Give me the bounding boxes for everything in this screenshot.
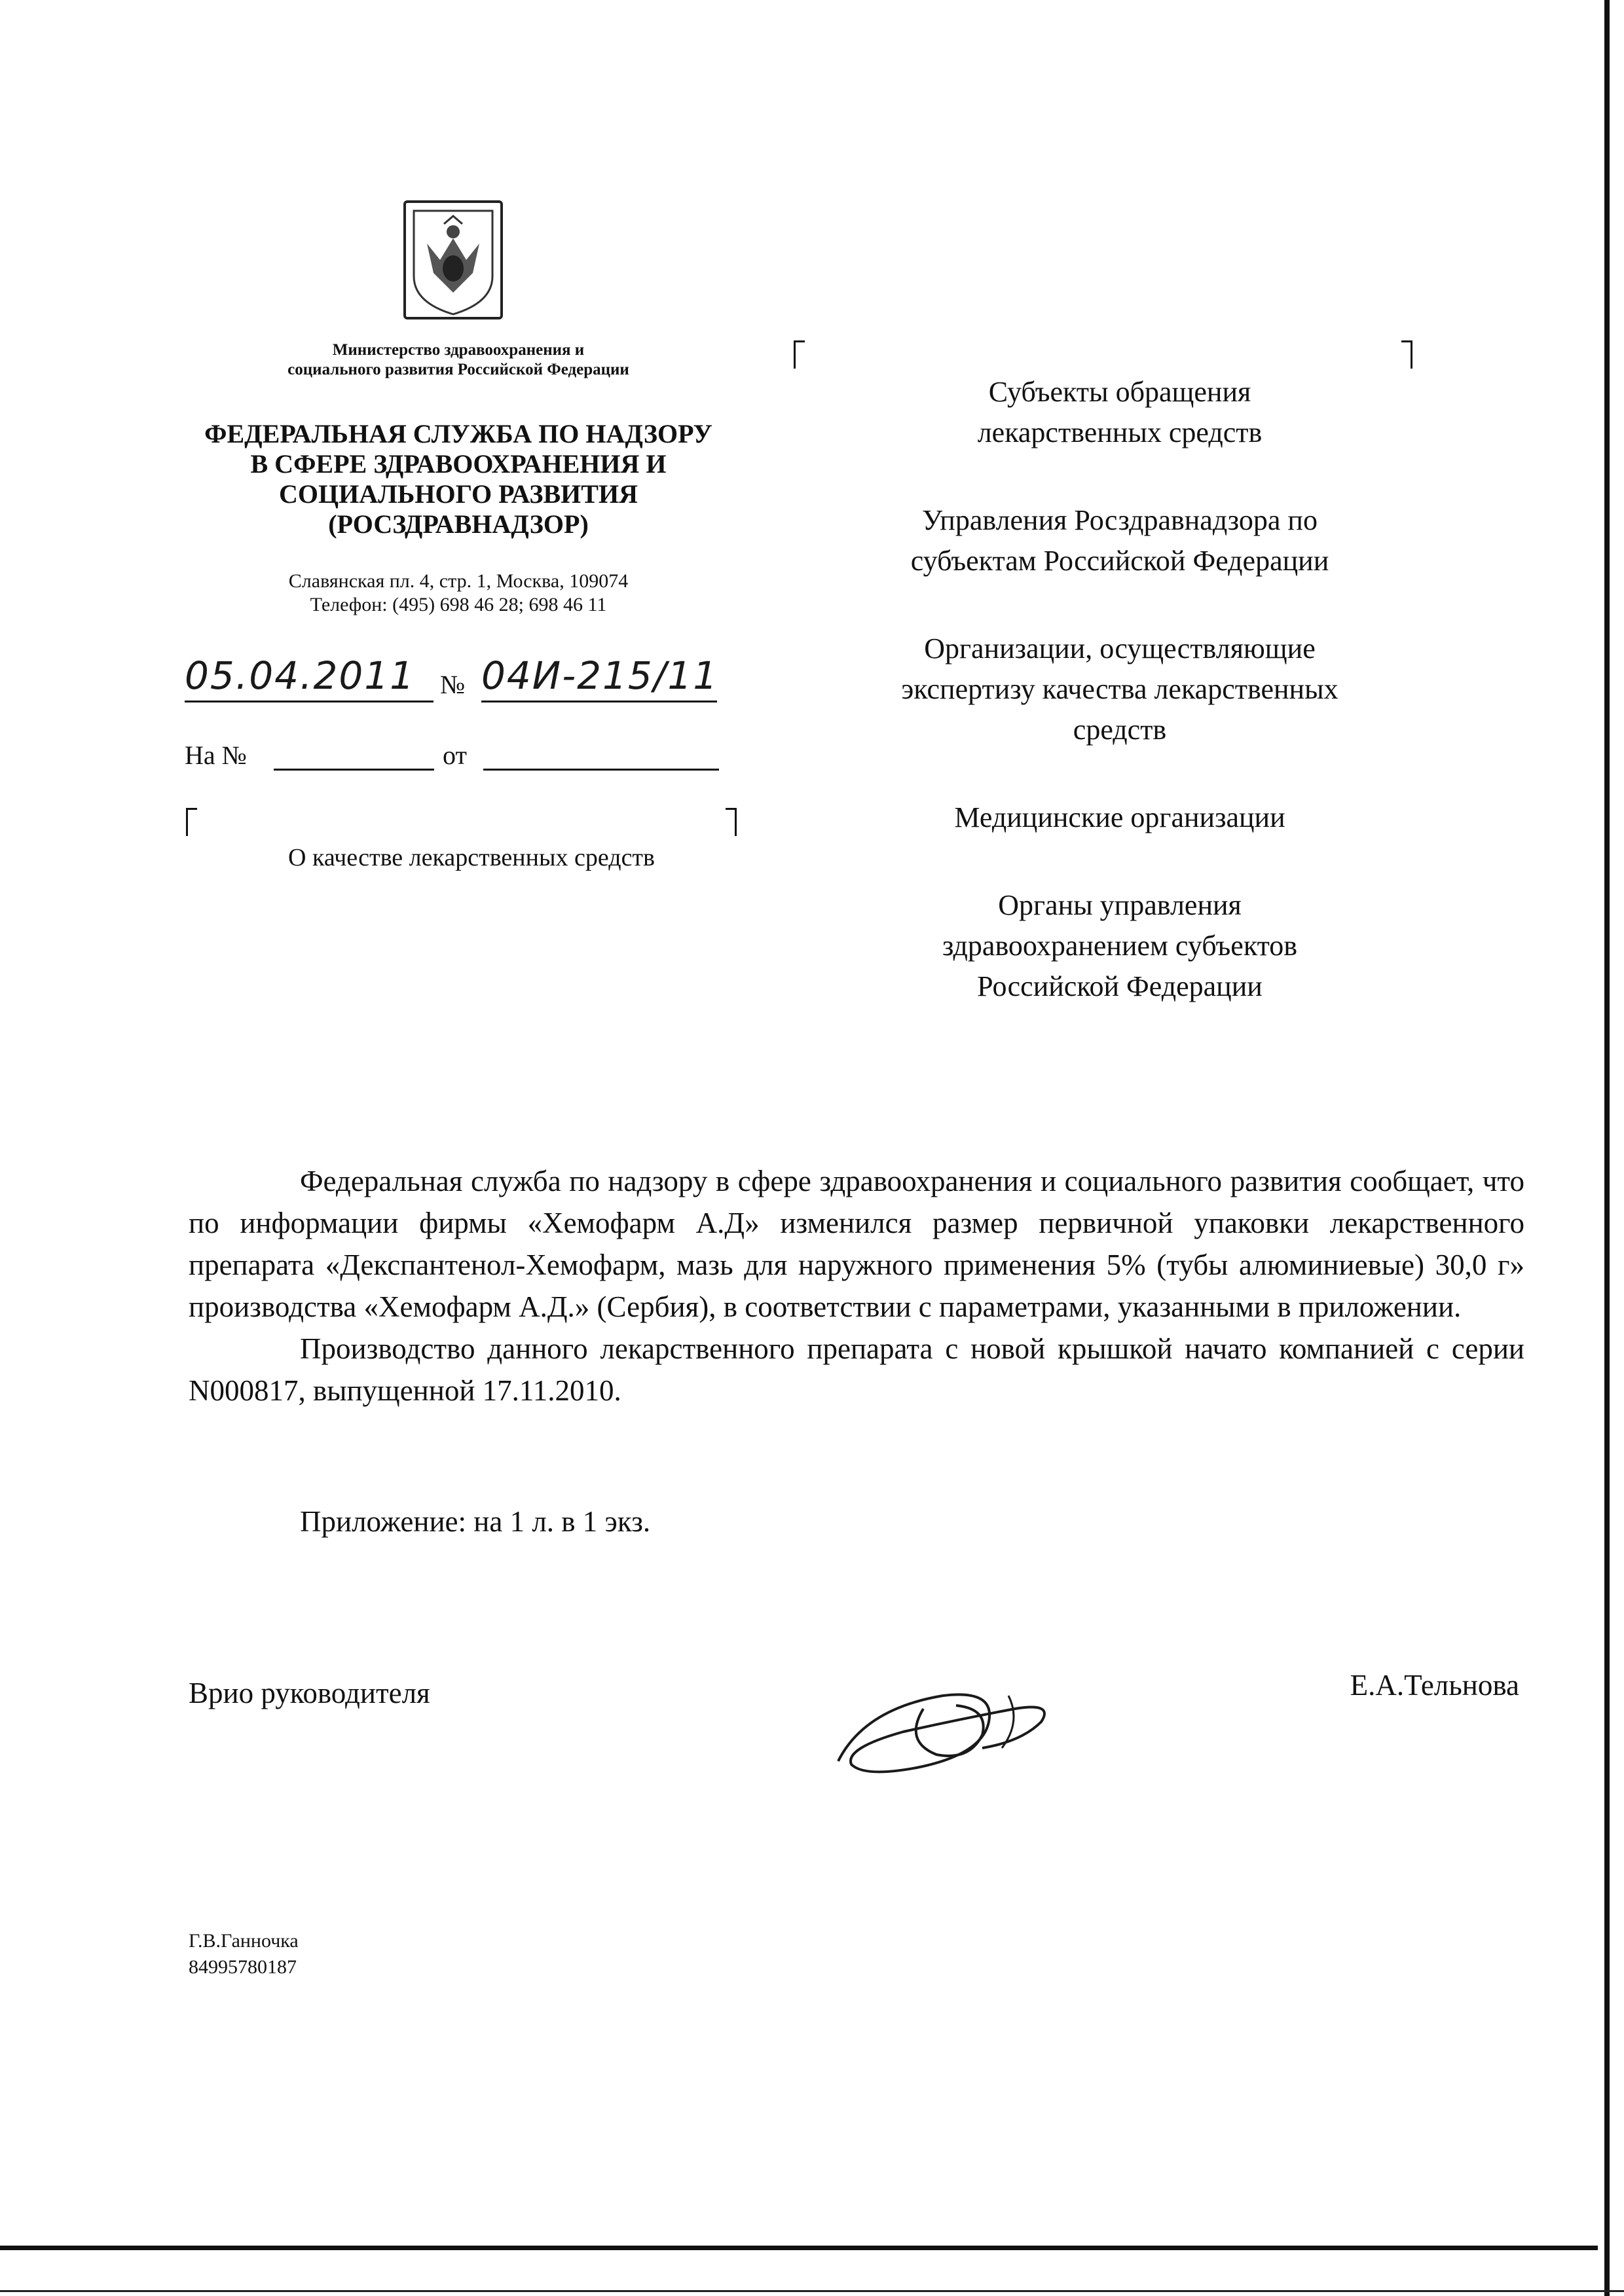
recipients	[812, 372, 1428, 1054]
attachment-note: Приложение: на 1 л. в 1 экз.	[300, 1505, 651, 1538]
recipient-line: субъектам Российской Федерации	[910, 545, 1329, 577]
subject-bracket-left	[186, 808, 197, 836]
recipient	[812, 885, 1428, 1007]
recipient	[812, 629, 1428, 750]
service-name	[164, 419, 753, 539]
recipient-line: лекарственных средств	[977, 416, 1263, 448]
registration-date: 05.04.2011	[185, 653, 434, 702]
ministry-line-1: Министерство здравоохранения и	[332, 341, 585, 359]
scan-edge-right	[1604, 0, 1610, 2296]
reference-label: На №	[185, 740, 247, 770]
coat-of-arms-icon	[401, 198, 506, 322]
service-line-1: ФЕДЕРАЛЬНАЯ СЛУЖБА ПО НАДЗОРУ	[204, 419, 712, 448]
recipient-line: Российской Федерации	[977, 970, 1263, 1002]
recipient	[812, 372, 1428, 453]
service-line-3: СОЦИАЛЬНОГО РАЗВИТИЯ	[279, 479, 638, 509]
recipients-bracket-right	[1401, 340, 1412, 369]
subject-bracket-right	[726, 808, 737, 836]
from-label: от	[443, 740, 467, 770]
service-line-2: В СФЕРЕ ЗДРАВООХРАНЕНИЯ И	[250, 449, 667, 479]
signer-position: Врио руководителя	[189, 1677, 430, 1709]
address: Славянская пл. 4, стр. 1, Москва, 109074	[288, 570, 629, 592]
recipient-line: Медицинские организации	[954, 801, 1285, 833]
signer-name: Е.А.Тельнова	[1350, 1669, 1519, 1702]
executor	[189, 1928, 299, 1980]
executor-name: Г.В.Ганночка	[189, 1930, 299, 1952]
registration-number: 04И-215/11	[481, 653, 717, 702]
recipient-line: экспертизу качества лекарственных	[901, 673, 1338, 705]
body-paragraph-2: Производство данного лекарственного препарата с новой крышкой начато компанией с серии N000817, выпущенной 17.11.2010.	[189, 1332, 1524, 1407]
recipient-line: средств	[1073, 714, 1167, 746]
ministry-name	[216, 340, 701, 380]
address-block	[196, 570, 720, 617]
recipient-line: Субъекты обращения	[988, 376, 1251, 408]
subject: О качестве лекарственных средств	[288, 844, 655, 871]
letter-body	[189, 1160, 1524, 1412]
reference-number-field	[274, 740, 434, 771]
scan-edge-bottom	[0, 2246, 1598, 2250]
recipients-bracket-left	[794, 340, 805, 369]
number-label: №	[440, 670, 466, 699]
recipient-line: Органы управления	[998, 889, 1242, 921]
handwritten-signature-icon	[825, 1669, 1074, 1787]
recipient	[812, 797, 1428, 838]
recipient	[812, 500, 1428, 581]
recipient-line: Управления Росздравнадзора по	[922, 504, 1318, 536]
scan-edge-bottom-outer	[0, 2290, 1624, 2292]
recipient-line: здравоохранением субъектов	[942, 930, 1298, 962]
recipient-line: Организации, осуществляющие	[924, 632, 1316, 665]
executor-phone: 84995780187	[189, 1956, 297, 1978]
service-line-4: (РОСЗДРАВНАДЗОР)	[328, 509, 589, 539]
phone: Телефон: (495) 698 46 28; 698 46 11	[310, 594, 607, 615]
body-paragraph-1: Федеральная служба по надзору в сфере здравоохранения и социального развития сообщает, что по информации фирмы «Хемофарм А.Д» изменился размер первичной упаковки лекарственного препарата «Декспантенол-Хемофарм, мазь для наружного применения 5% (тубы алюминиевые) 30,0 г» производства «Хемофарм А.Д.» (Сербия), в соответствии с параметрами, указанными в приложении.	[189, 1165, 1524, 1323]
reference-date-field	[483, 740, 719, 771]
ministry-line-2: социального развития Российской Федерации	[287, 361, 629, 378]
